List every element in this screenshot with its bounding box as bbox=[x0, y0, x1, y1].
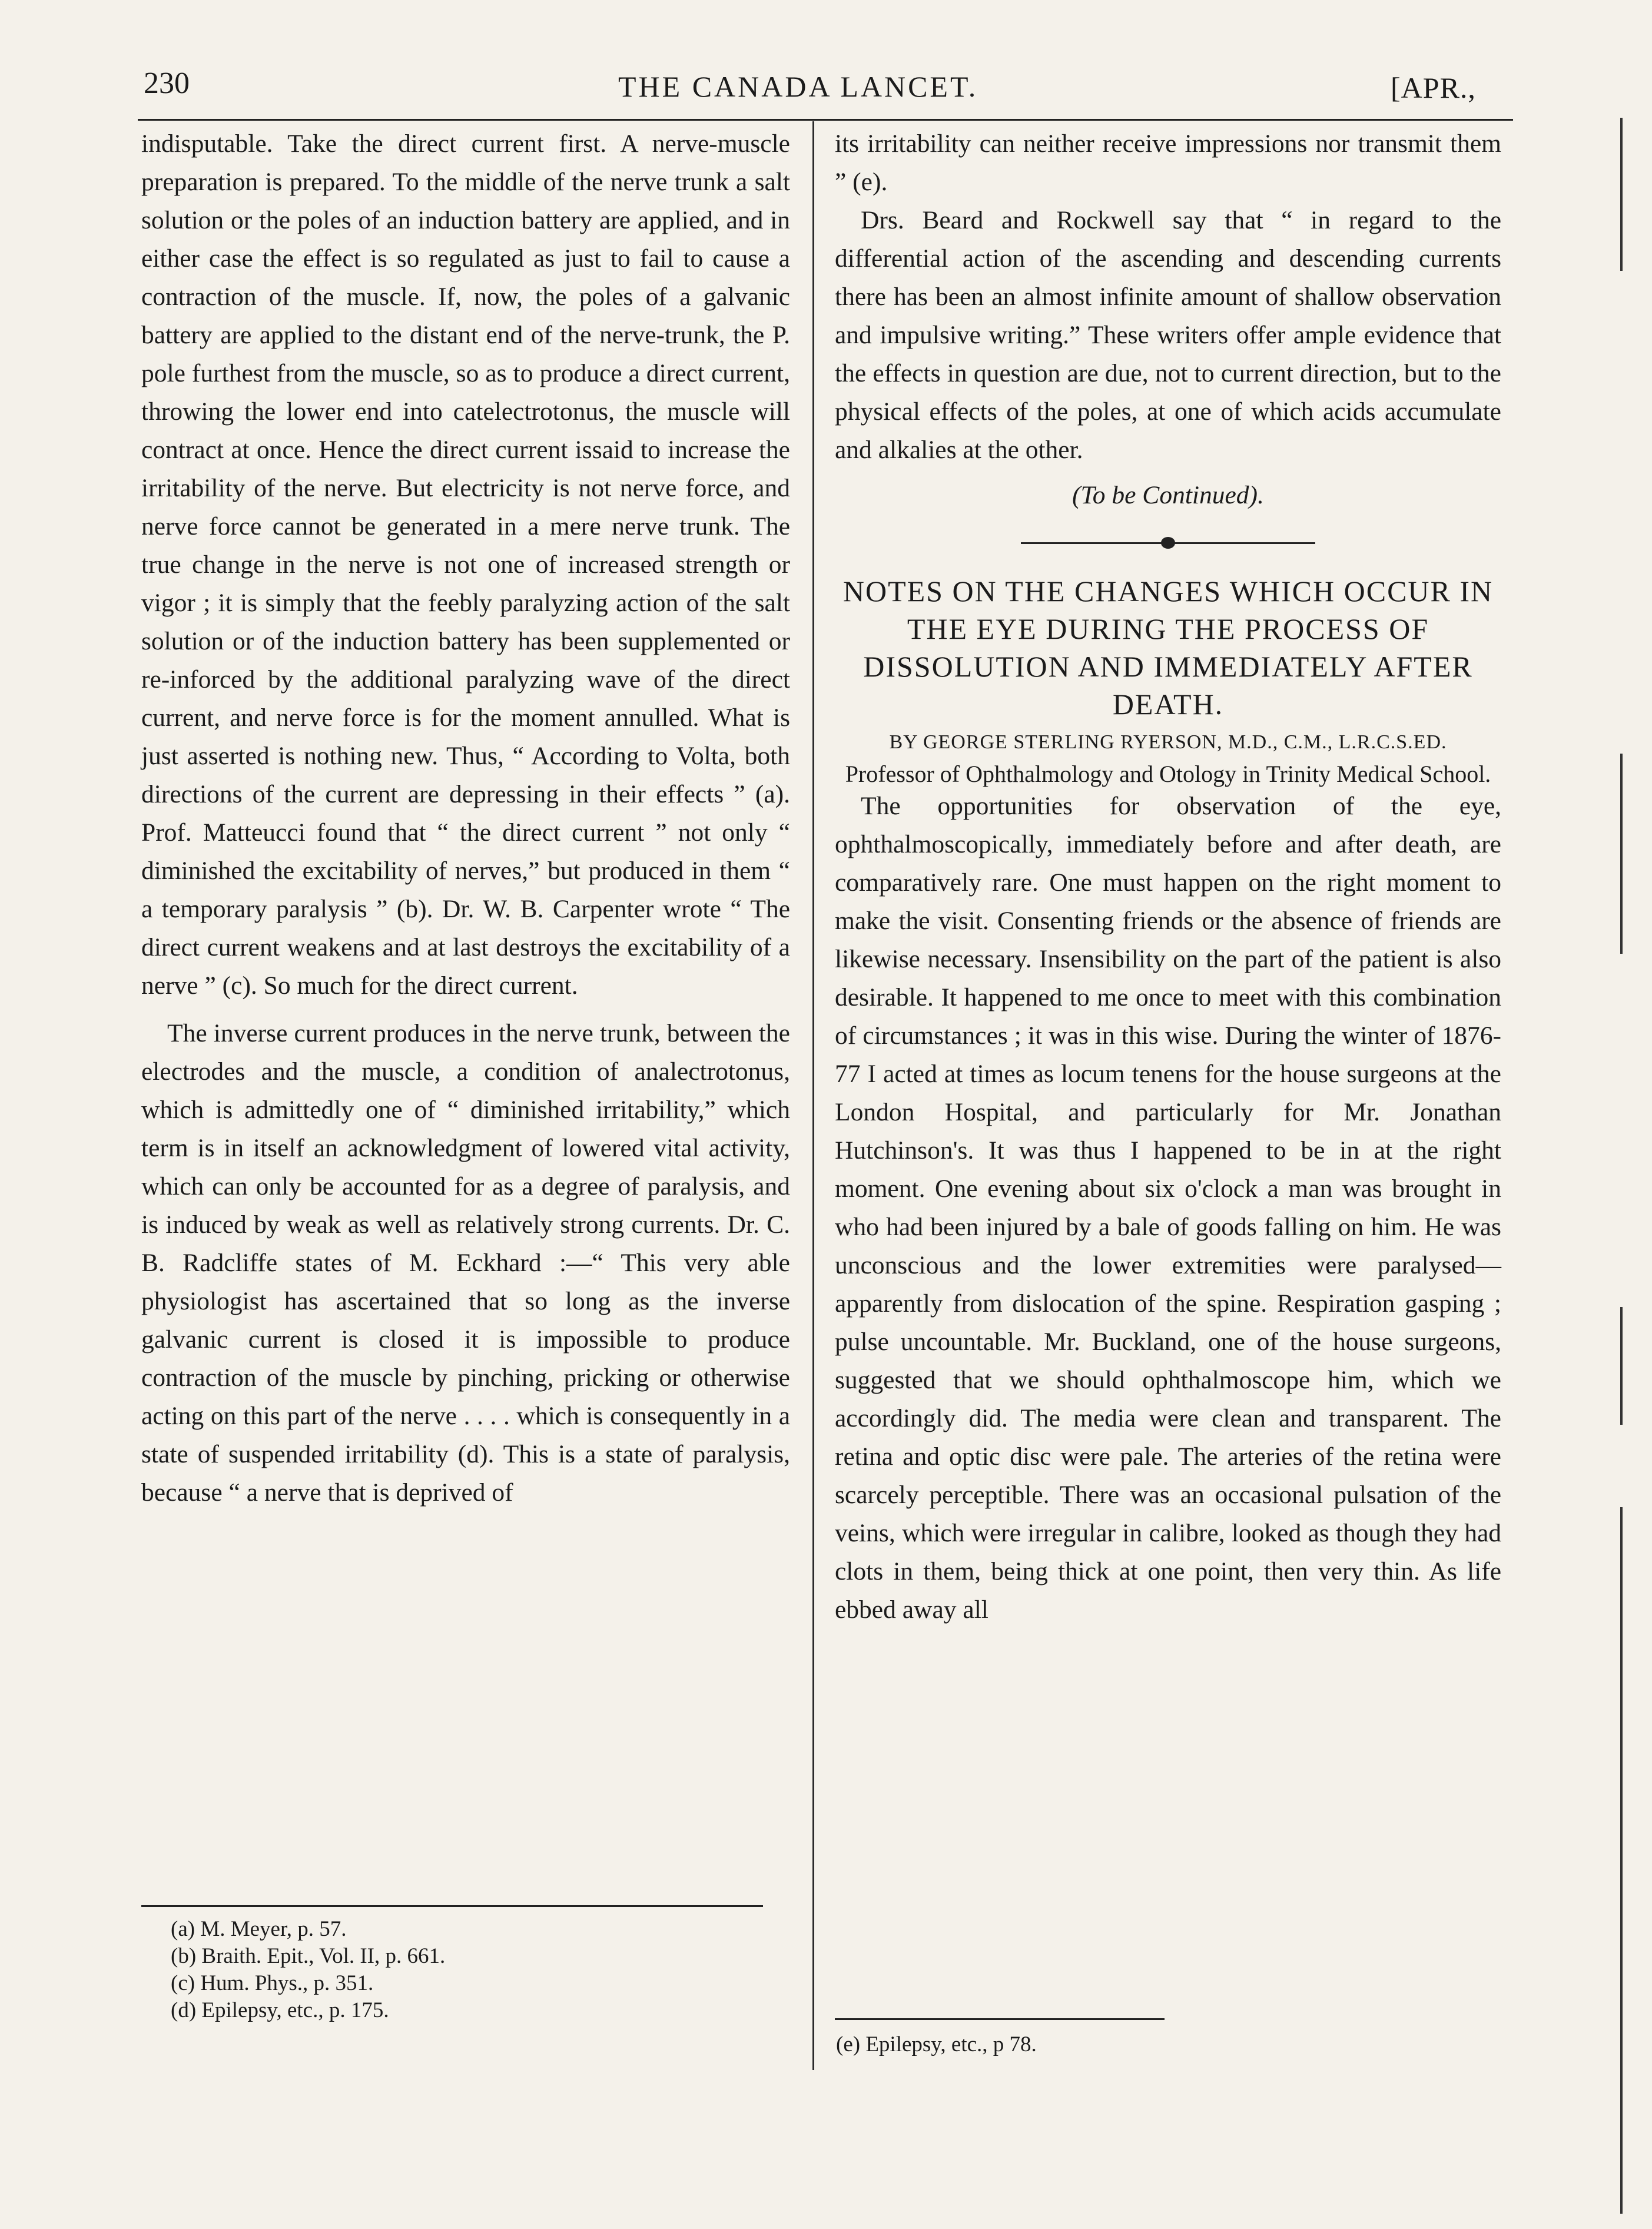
page-number: 230 bbox=[144, 67, 190, 100]
article-title: NOTES ON THE CHANGES WHICH OCCUR IN THE EYE DURING THE PROCESS OF DISSOLUTION AND IMMEDIATELY AFTER DEATH. bbox=[842, 575, 1494, 721]
section-ornament bbox=[1021, 531, 1315, 555]
left-footnotes bbox=[171, 1916, 445, 2024]
left-footnote-rule bbox=[141, 1905, 763, 1907]
article-byline: BY GEORGE STERLING RYERSON, M.D., C.M., L.R.C.S.ED. bbox=[889, 731, 1447, 753]
right-paragraph-2: Drs. Beard and Rockwell say that “ in regard to the differential action of the ascending and descending currents there has been an almost infinite amount of shallow observation and impulsive writing.” These writers offer ample evidence that the effects in question are due, not to current direction, but to the physical effects of the poles, at one of which acids accumulate and alkalies at the other. bbox=[835, 206, 1501, 464]
footnote-d: (d) Epilepsy, etc., p. 175. bbox=[171, 1998, 389, 2022]
header-rule bbox=[138, 119, 1513, 121]
footnote-a: (a) M. Meyer, p. 57. bbox=[171, 1917, 347, 1941]
right-footnotes bbox=[836, 2031, 1037, 2058]
article-body: The opportunities for observation of the eye, ophthalmoscopically, immediately before and after death, are comparatively rare. One must happen on the right moment to make the visit. Consenting friends or the absence of friends are likewise necessary. Insensibility on the part of the patient is also desirable. It happened to me once to meet with this combination of circumstances ; it was in this wise. During the winter of 1876-77 I acted at times as locum tenens for the house surgeons at the London Hospital, and particularly for Mr. Jonathan Hutchinson's. It was thus I happened to be in at the right moment. One evening about six o'clock a man was brought in who had been injured by a bale of goods falling on him. He was unconscious and the lower extremities were paralysed—apparently from dislocation of the spine. Respiration gasping ; pulse uncountable. Mr. Buckland, one of the house surgeons, suggested that we should ophthalmoscope him, which we accordingly did. The media were clean and transparent. The retina and optic disc were pale. The arteries of the retina were scarcely perceptible. There was an occasional pulsation of the veins, which were irregular in calibre, looked as though they had clots in them, being thick at one point, then very thin. As life ebbed away all bbox=[835, 792, 1501, 1624]
issue-month: [APR., bbox=[1391, 71, 1476, 104]
footnote-b: (b) Braith. Epit., Vol. II, p. 661. bbox=[171, 1944, 446, 1968]
journal-title: THE CANADA LANCET. bbox=[618, 70, 978, 103]
author-affiliation: Professor of Ophthalmology and Otology in Trinity Medical School. bbox=[845, 761, 1491, 787]
margin-mark bbox=[1620, 1507, 1623, 2214]
footnote-e: (e) Epilepsy, etc., p 78. bbox=[836, 2032, 1037, 2056]
margin-mark bbox=[1620, 1307, 1623, 1425]
right-paragraph-1: its irritability can neither receive impressions nor transmit them ” (e). bbox=[835, 130, 1501, 196]
margin-mark bbox=[1620, 754, 1623, 954]
left-paragraph-2: The inverse current produces in the nerve trunk, between the electrodes and the muscle, a condition of analectrotonus, which is admittedly one of “ diminished irritability,” which term is in itself an acknowledgment of lowered vital activity, which can only be accounted for as a degree of paralysis, and is induced by weak as well as relatively strong currents. Dr. C. B. Radcliffe states of M. Eckhard :—“ This very able physiologist has ascertained that so long as the inverse galvanic current is closed it is impossible to produce contraction of the muscle by pinching, pricking or otherwise acting on this part of the nerve . . . . which is consequently in a state of suspended irritability (d). This is a state of paralysis, because “ a nerve that is deprived of bbox=[141, 1019, 790, 1507]
right-footnote-rule bbox=[835, 2018, 1165, 2020]
margin-mark bbox=[1620, 118, 1623, 271]
left-paragraph-1: indisputable. Take the direct current first. A nerve-muscle preparation is prepared. To the middle of the nerve trunk a salt solution or the poles of an induction battery are applied, and in either case the effect is so regulated as just to fail to cause a contraction of the muscle. If, now, the poles of a galvanic battery are applied to the distant end of the nerve-trunk, the P. pole furthest from the muscle, so as to produce a direct current, throwing the lower end into catelectrotonus, the muscle will contract at once. Hence the direct current issaid to increase the irritability of the nerve. But electricity is not nerve force, and nerve force cannot be generated in a mere nerve trunk. The true change in the nerve is not one of increased strength or vigor ; it is simply that the feebly paralyzing action of the salt solution or of the induction battery has been supplemented or re-inforced by the additional paralyzing wave of the direct current, and nerve force is for the moment annulled. What is just asserted is nothing new. Thus, “ According to Volta, both directions of the current are depressing in their effects ” (a). Prof. Matteucci found that “ the direct current ” not only “ diminished the excitability of nerves,” but produced in them “ a temporary paralysis ” (b). Dr. W. B. Carpenter wrote “ The direct current weakens and at last destroys the excitability of a nerve ” (c). So much for the direct current. bbox=[141, 130, 790, 1000]
left-column bbox=[141, 125, 790, 1512]
footnote-c: (c) Hum. Phys., p. 351. bbox=[171, 1971, 374, 1995]
column-divider bbox=[812, 121, 814, 2070]
right-column bbox=[835, 125, 1501, 1629]
to-be-continued: (To be Continued). bbox=[1072, 481, 1264, 509]
